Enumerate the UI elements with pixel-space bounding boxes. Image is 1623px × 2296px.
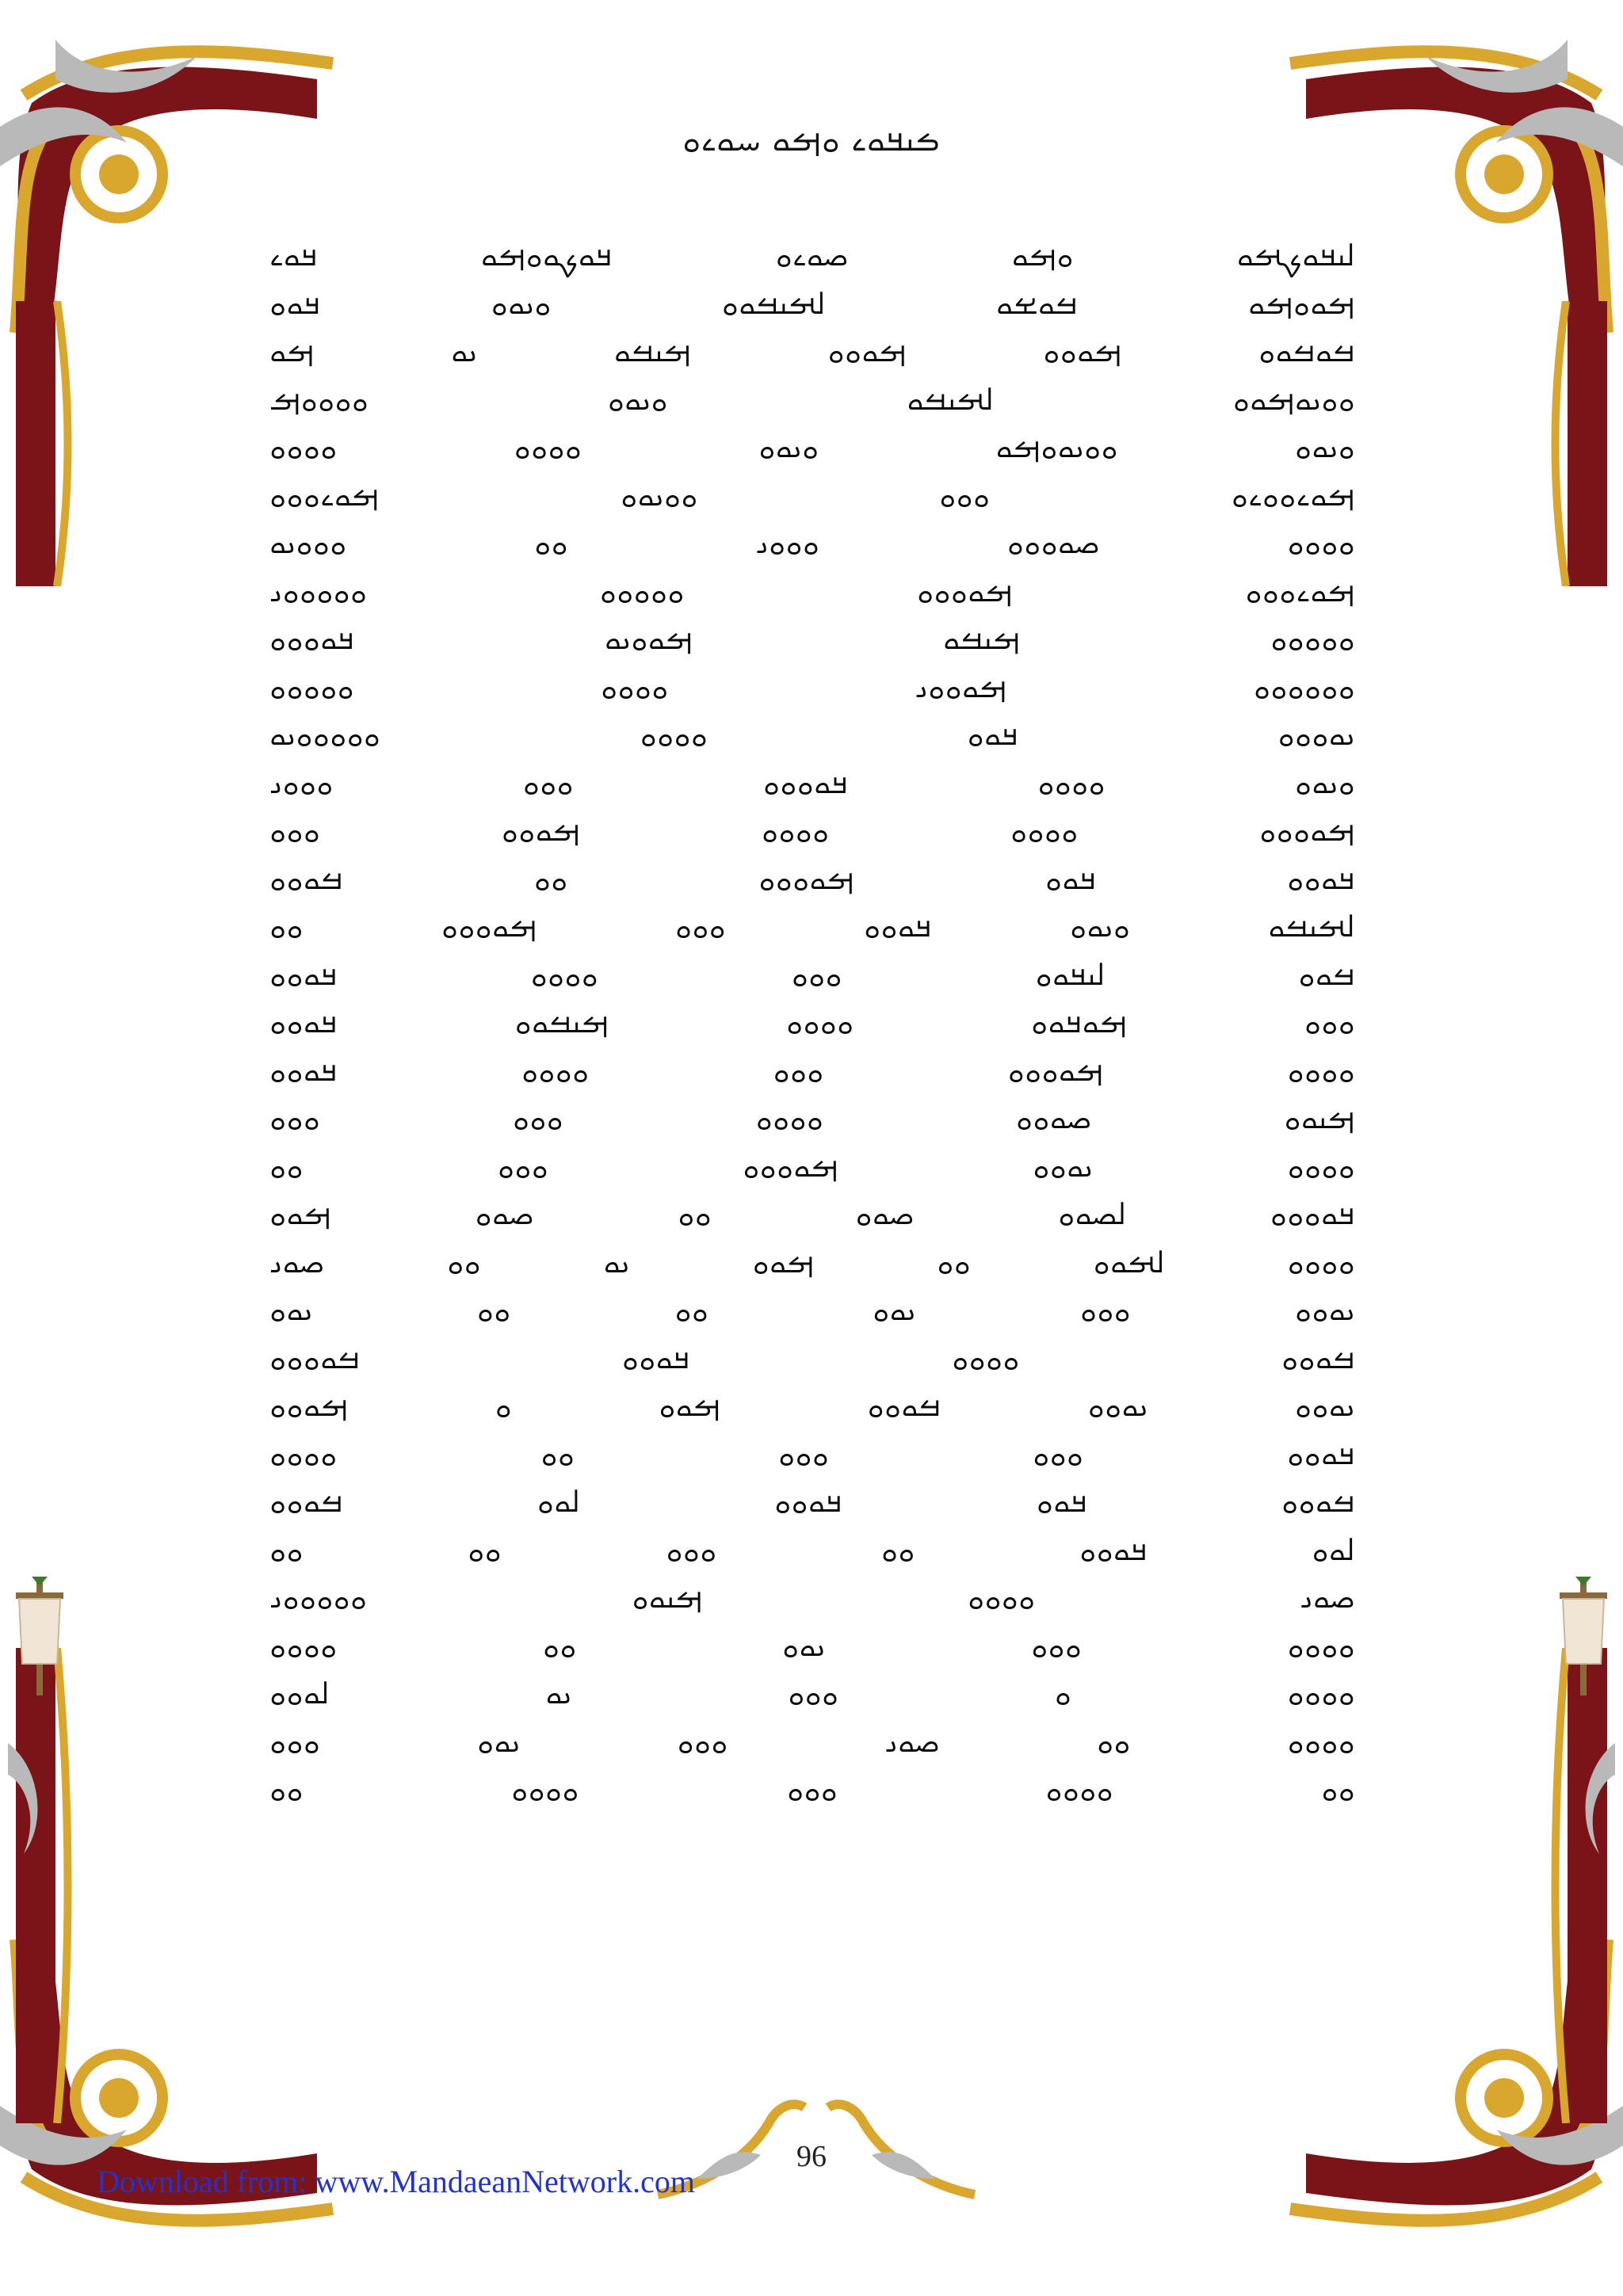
drabsha-banner-icon <box>1552 1577 1615 1695</box>
text-line: ࡀࡀࡅࡀࡌࡀࡀ ࡋࡌࡅࡓࡀ ࡀࡅࡀࡀ ࡀࡀࡀࡀࡌ <box>269 380 1355 418</box>
text-line: ࡌࡀࡀࡀࡀ ࡀࡀࡀࡀ ࡀࡀࡀࡀ ࡌࡀࡀࡀ ࡀࡀࡀ <box>269 812 1355 849</box>
text-line: ࡋࡌࡅࡓࡀ ࡀࡅࡀࡀ ࡃࡀࡀࡀ ࡀࡀࡀ ࡌࡀࡀࡀࡀ ࡀࡀ <box>269 908 1355 944</box>
text-line: ࡓࡀࡀࡀ ࡃࡀࡀ ࡃࡀࡀࡀ ࡋࡀࡀ ࡓࡀࡀࡀ <box>269 1483 1355 1520</box>
text-line: ࡋࡅࡃࡀࡊࡌࡀ ࡀࡌࡀ ࡎࡀࡉࡀ ࡃࡀࡊࡀࡀࡌࡀ ࡃࡀࡉ <box>269 237 1355 273</box>
text-line: ࡎࡀࡅ ࡀࡀࡀࡀ ࡌࡅࡀࡀ ࡀࡀࡀࡀࡀࡅ <box>269 1579 1355 1615</box>
text-line: ࡀࡀࡀࡀ ࡀࡀࡀ ࡅࡀࡀ ࡀࡀ ࡀࡀࡀࡀ <box>269 1627 1355 1664</box>
text-line: ࡀࡀࡀ ࡌࡀࡃࡀࡀ ࡀࡀࡀࡀ ࡌࡅࡓࡀࡀ ࡃࡀࡀࡀ <box>269 1004 1355 1040</box>
text-line: ࡌࡀࡉࡀࡀࡀ ࡌࡀࡀࡀࡀ ࡀࡀࡀࡀࡀ ࡀࡀࡀࡀࡀࡅ <box>269 572 1355 609</box>
text-line: ࡅࡀࡀࡀ ࡀࡀࡀ ࡅࡀࡀ ࡀࡀ ࡀࡀ ࡅࡀࡀ <box>269 1291 1355 1328</box>
text-line: ࡀࡅࡀࡀ ࡀࡀࡀࡀ ࡃࡀࡀࡀࡀ ࡀࡀࡀ ࡀࡀࡀࡅ <box>269 764 1355 801</box>
text-line: ࡀࡀࡀࡀ ࡌࡀࡀࡀࡀ ࡀࡀࡀ ࡀࡀࡀࡀ ࡃࡀࡀࡀ <box>269 1051 1355 1089</box>
text-line: ࡓࡀࡓࡀࡀ ࡌࡀࡀࡀ ࡌࡀࡀࡀ ࡌࡅࡓࡀ ࡅࡀ ࡌࡀ <box>269 333 1355 369</box>
text-line: ࡅࡀࡀࡀࡀ ࡃࡀࡀ ࡀࡀࡀࡀ ࡀࡀࡀࡀࡀࡅࡀ <box>269 716 1355 753</box>
text-line: ࡌࡀࡀࡌࡀ ࡓࡀࡁࡀ ࡋࡌࡅࡓࡀࡀ ࡀࡅࡀࡀ ࡃࡀࡀ <box>269 284 1355 322</box>
text-line: ࡀࡀࡀࡀ ࡋࡌࡀࡀ ࡀࡀ ࡌࡀࡀ ࡅࡀ ࡀࡀ ࡎࡀࡅ <box>269 1243 1355 1280</box>
text-line: ࡌࡅࡀࡀ ࡎࡀࡀࡀ ࡀࡀࡀࡀ ࡀࡀࡀ ࡀࡀࡀ <box>269 1100 1355 1136</box>
text-line: ࡀࡀࡀࡀࡀ ࡌࡅࡓࡀ ࡌࡀࡀࡅࡀ ࡃࡀࡀࡀࡀ <box>269 620 1355 657</box>
text-line: ࡀࡀ ࡀࡀࡀࡀ ࡀࡀࡀ ࡀࡀࡀࡀ ࡀࡀ <box>269 1771 1355 1807</box>
text-line: ࡃࡀࡀࡀࡀ ࡋࡎࡀࡀ ࡎࡀࡀ ࡀࡀ ࡎࡀࡀ ࡌࡀࡀ <box>269 1196 1355 1232</box>
text-line: ࡌࡀࡉࡀࡀࡉࡀ ࡀࡀࡀ ࡀࡀࡅࡀࡀ ࡌࡀࡉࡀࡀࡀ <box>269 476 1355 513</box>
text-line: ࡋࡀࡀ ࡃࡀࡀࡀ ࡀࡀ ࡀࡀࡀ ࡀࡀ ࡀࡀ <box>269 1531 1355 1568</box>
page-number: 96 <box>796 2140 827 2173</box>
text-line: ࡓࡀࡀࡀ ࡀࡀࡀࡀ ࡃࡀࡀࡀ ࡓࡀࡀࡀࡀ <box>269 1339 1355 1376</box>
text-line: ࡅࡀࡀࡀ ࡅࡀࡀࡀ ࡓࡀࡀࡀ ࡌࡀࡀ ࡀ ࡌࡀࡀࡀ <box>269 1387 1355 1424</box>
text-line: ࡀࡅࡀࡀ ࡀࡀࡅࡀࡀࡌࡀ ࡀࡅࡀࡀ ࡀࡀࡀࡀ ࡀࡀࡀࡀ <box>269 429 1355 465</box>
text-line: ࡃࡀࡀࡀ ࡃࡀࡀ ࡌࡀࡀࡀࡀ ࡀࡀ ࡓࡀࡀࡀ <box>269 860 1355 897</box>
text-line: ࡀࡀࡀࡀ ࡅࡀࡀࡀ ࡌࡀࡀࡀࡀ ࡀࡀࡀ ࡀࡀ <box>269 1147 1355 1184</box>
ornate-side-band-right-lower <box>1544 1648 1615 2123</box>
text-line: ࡀࡀࡀࡀ ࡀ ࡀࡀࡀ ࡅࡀ ࡋࡀࡀࡀ <box>269 1675 1355 1711</box>
page-header-title: ࡏࡅࡃࡀࡉ ࡀࡌࡀ ࡄࡀࡉࡀ <box>682 119 941 159</box>
download-link[interactable]: Download from: www.MandaeanNetwork.com <box>97 2164 695 2199</box>
drabsha-banner-icon <box>8 1577 71 1695</box>
text-line: ࡃࡀࡀࡀ ࡀࡀࡀ ࡀࡀࡀ ࡀࡀ ࡀࡀࡀࡀ <box>269 1435 1355 1472</box>
ornate-side-band-left-upper <box>8 301 79 586</box>
text-line: ࡀࡀࡀࡀ ࡎࡀࡀࡀࡀ ࡀࡀࡀࡅ ࡀࡀ ࡀࡀࡀࡅࡀ <box>269 524 1355 561</box>
text-line: ࡀࡀࡀࡀ ࡀࡀ ࡎࡀࡅ ࡀࡀࡀ ࡅࡀࡀ ࡀࡀࡀ <box>269 1722 1355 1760</box>
text-line: ࡀࡀࡀࡀࡀࡀ ࡌࡀࡀࡀࡅ ࡀࡀࡀࡀ ࡀࡀࡀࡀࡀ <box>269 668 1355 705</box>
ornate-side-band-right-upper <box>1544 301 1615 586</box>
text-line: ࡓࡀࡀ ࡋࡅࡃࡀࡀ ࡀࡀࡀ ࡀࡀࡀࡀ ࡃࡀࡀࡀ <box>269 955 1355 993</box>
mandaic-text-block <box>269 231 1355 1814</box>
ornate-side-band-left-lower <box>8 1648 79 2123</box>
